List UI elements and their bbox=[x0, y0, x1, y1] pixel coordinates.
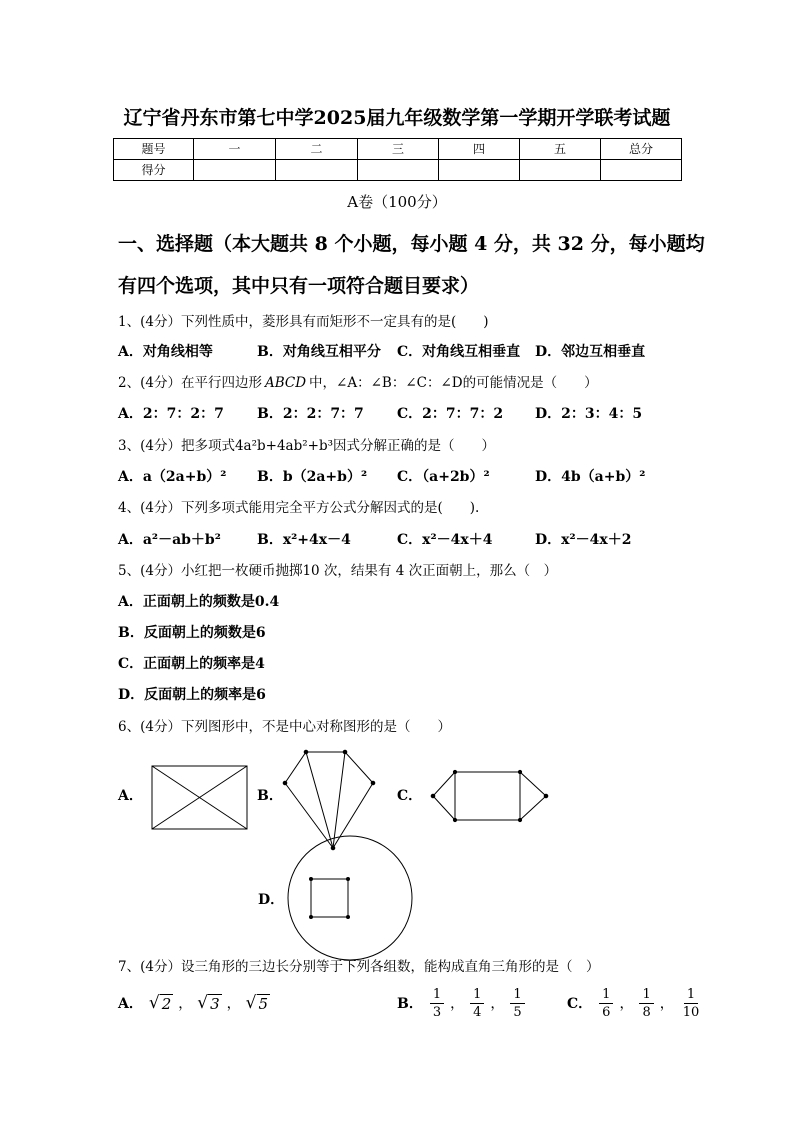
figure-a-label: A． bbox=[118, 788, 143, 804]
score-header-cell: 一 bbox=[194, 139, 276, 160]
separator: ， bbox=[450, 996, 465, 1012]
fraction bbox=[470, 986, 484, 1021]
score-header-cell: 二 bbox=[276, 139, 358, 160]
figure-b bbox=[283, 750, 375, 850]
figure-b-vertex bbox=[304, 750, 308, 754]
question-5-option-a: A．正面朝上的频数是0.4 bbox=[118, 594, 280, 610]
radical-sign: √ bbox=[245, 993, 257, 1013]
score-header-cell: 五 bbox=[520, 139, 601, 160]
figure-b-vertex bbox=[331, 846, 335, 850]
separator: ， bbox=[490, 996, 505, 1012]
radical-sign: √ bbox=[148, 993, 160, 1013]
stem-text: 中，∠A：∠B：∠C：∠D的可能情况是（ ） bbox=[309, 375, 598, 391]
option-label: C． bbox=[567, 996, 593, 1012]
denominator: 3 bbox=[432, 1004, 442, 1020]
question-3-option-b: B．b（2a+b）² bbox=[257, 469, 368, 485]
question-4-stem: 4、(4分）下列多项式能用完全平方公式分解因式的是( ). bbox=[118, 500, 480, 516]
question-7-option-a bbox=[118, 983, 272, 1023]
radical-expression bbox=[246, 993, 270, 1013]
question-1-option-c: C．对角线互相垂直 bbox=[397, 344, 521, 360]
question-2-option-b: B．2：2：7：7 bbox=[257, 406, 364, 422]
figure-b-vertex bbox=[343, 750, 347, 754]
score-cell bbox=[276, 160, 358, 181]
question-2-option-d: D．2：3：4：5 bbox=[535, 406, 643, 422]
radical-expression bbox=[197, 993, 221, 1013]
denominator: 4 bbox=[473, 1004, 482, 1020]
denominator: 8 bbox=[642, 1004, 651, 1020]
score-header-cell: 四 bbox=[439, 139, 520, 160]
figure-d-circle bbox=[288, 836, 412, 960]
figure-c-vertex bbox=[518, 818, 521, 821]
figure-d bbox=[288, 836, 412, 960]
figure-c bbox=[431, 770, 548, 821]
figure-c-right-triangle bbox=[520, 772, 546, 820]
question-2-stem bbox=[118, 373, 598, 393]
numerator: 1 bbox=[684, 986, 698, 1004]
question-3-option-c: C．（a+2b）² bbox=[397, 469, 490, 485]
numerator: 1 bbox=[470, 986, 484, 1004]
radicand: 5 bbox=[258, 995, 269, 1013]
denominator: 6 bbox=[602, 1004, 611, 1020]
score-header-cell: 题号 bbox=[114, 139, 194, 160]
question-5-stem: 5、(4分）小红把一枚硬币抛掷10 次，结果有 4 次正面朝上，那么（ ） bbox=[118, 563, 558, 579]
fraction bbox=[510, 986, 524, 1021]
question-6-stem: 6、(4分）下列图形中，不是中心对称图形的是（ ） bbox=[118, 719, 451, 735]
separator: ， bbox=[619, 996, 634, 1012]
figure-c-left-triangle bbox=[433, 772, 455, 820]
score-table-header-row bbox=[114, 139, 682, 160]
stem-italic-text: ABCD bbox=[264, 375, 307, 391]
figure-d-vertex bbox=[347, 878, 350, 881]
score-cell bbox=[194, 160, 276, 181]
numerator: 1 bbox=[639, 986, 653, 1004]
figure-b-vertex bbox=[283, 781, 287, 785]
figure-d-vertex bbox=[347, 916, 350, 919]
numerator: 1 bbox=[599, 986, 613, 1004]
denominator: 5 bbox=[513, 1004, 522, 1020]
fraction bbox=[680, 986, 703, 1021]
stem-text: 2、(4分）在平行四边形 bbox=[118, 375, 262, 391]
question-1-option-a: A．对角线相等 bbox=[118, 344, 213, 360]
question-2-option-a: A．2：7：2：7 bbox=[118, 406, 224, 422]
score-cell bbox=[358, 160, 439, 181]
question-6-figures bbox=[0, 738, 794, 964]
figure-d-vertex bbox=[310, 878, 313, 881]
numerator: 1 bbox=[510, 986, 524, 1004]
score-table bbox=[113, 138, 682, 181]
page-title: 辽宁省丹东市第七中学2025届九年级数学第一学期开学联考试题 bbox=[123, 107, 671, 129]
denominator: 10 bbox=[682, 1004, 700, 1020]
figure-c-vertex bbox=[518, 770, 521, 773]
score-row-label: 得分 bbox=[114, 160, 194, 181]
figure-b-edge bbox=[333, 752, 345, 848]
radicand: 2 bbox=[161, 995, 172, 1013]
score-table-score-row bbox=[114, 160, 682, 181]
question-5-option-b: B．反面朝上的频数是6 bbox=[118, 625, 266, 641]
figure-b-edge bbox=[306, 752, 333, 848]
figure-d-square bbox=[311, 879, 348, 917]
score-cell bbox=[520, 160, 601, 181]
figure-b-outline bbox=[285, 752, 373, 783]
score-cell bbox=[601, 160, 682, 181]
figure-b-label: B． bbox=[257, 788, 283, 804]
fraction bbox=[430, 986, 444, 1021]
radicand: 3 bbox=[210, 995, 220, 1013]
separator: ， bbox=[226, 996, 241, 1012]
figure-c-label: C． bbox=[397, 788, 423, 804]
figure-a bbox=[152, 766, 247, 829]
separator: ， bbox=[178, 996, 193, 1012]
figure-d-vertex bbox=[310, 916, 313, 919]
question-4-option-b: B．x²+4x－4 bbox=[257, 532, 351, 548]
question-4-option-d: D．x²－4x＋2 bbox=[535, 532, 632, 548]
part-heading-line-2: 有四个选项，其中只有一项符合题目要求） bbox=[118, 275, 480, 297]
question-5-option-d: D．反面朝上的频率是6 bbox=[118, 687, 266, 703]
question-1-option-b: B．对角线互相平分 bbox=[257, 344, 381, 360]
question-5-option-c: C．正面朝上的频率是4 bbox=[118, 656, 265, 672]
question-3-option-d: D．4b（a+b）² bbox=[535, 469, 646, 485]
question-2-option-c: C．2：7：7：2 bbox=[397, 406, 504, 422]
section-title: A卷（100分） bbox=[347, 193, 447, 211]
figure-c-vertex bbox=[453, 770, 456, 773]
figure-c-vertex bbox=[453, 818, 456, 821]
figure-c-rectangle bbox=[455, 772, 520, 820]
question-3-stem: 3、(4分）把多项式4a²b+4ab²+b³因式分解正确的是（ ） bbox=[118, 438, 496, 454]
fraction bbox=[639, 986, 653, 1021]
question-7-option-b bbox=[397, 983, 528, 1023]
separator: ， bbox=[659, 996, 674, 1012]
figure-b-edge bbox=[285, 783, 333, 848]
figure-c-vertex bbox=[431, 794, 435, 798]
question-7-option-c bbox=[567, 983, 705, 1023]
question-1-option-d: D．邻边互相垂直 bbox=[535, 344, 646, 360]
score-header-cell: 三 bbox=[358, 139, 439, 160]
figure-c-vertex bbox=[544, 794, 548, 798]
figure-b-vertex bbox=[371, 781, 375, 785]
question-4-option-a: A．a²－ab＋b² bbox=[118, 532, 221, 548]
numerator: 1 bbox=[430, 986, 444, 1004]
question-7-stem: 7、(4分）设三角形的三边长分别等于下列各组数，能构成直角三角形的是（ ） bbox=[118, 959, 600, 975]
score-cell bbox=[439, 160, 520, 181]
question-1-stem: 1、(4分）下列性质中，菱形具有而矩形不一定具有的是( ) bbox=[118, 314, 489, 330]
radical-sign: √ bbox=[197, 993, 209, 1013]
figure-d-label: D． bbox=[258, 892, 285, 908]
score-header-cell: 总分 bbox=[601, 139, 682, 160]
radical-expression bbox=[149, 993, 173, 1013]
question-4-option-c: C．x²－4x＋4 bbox=[397, 532, 493, 548]
option-label: A． bbox=[118, 996, 143, 1012]
part-heading-line-1: 一、选择题（本大题共 8 个小题，每小题 4 分，共 32 分，每小题均 bbox=[118, 233, 705, 255]
question-3-option-a: A．a（2a+b）² bbox=[118, 469, 227, 485]
option-label: B． bbox=[397, 996, 423, 1012]
fraction bbox=[599, 986, 613, 1021]
